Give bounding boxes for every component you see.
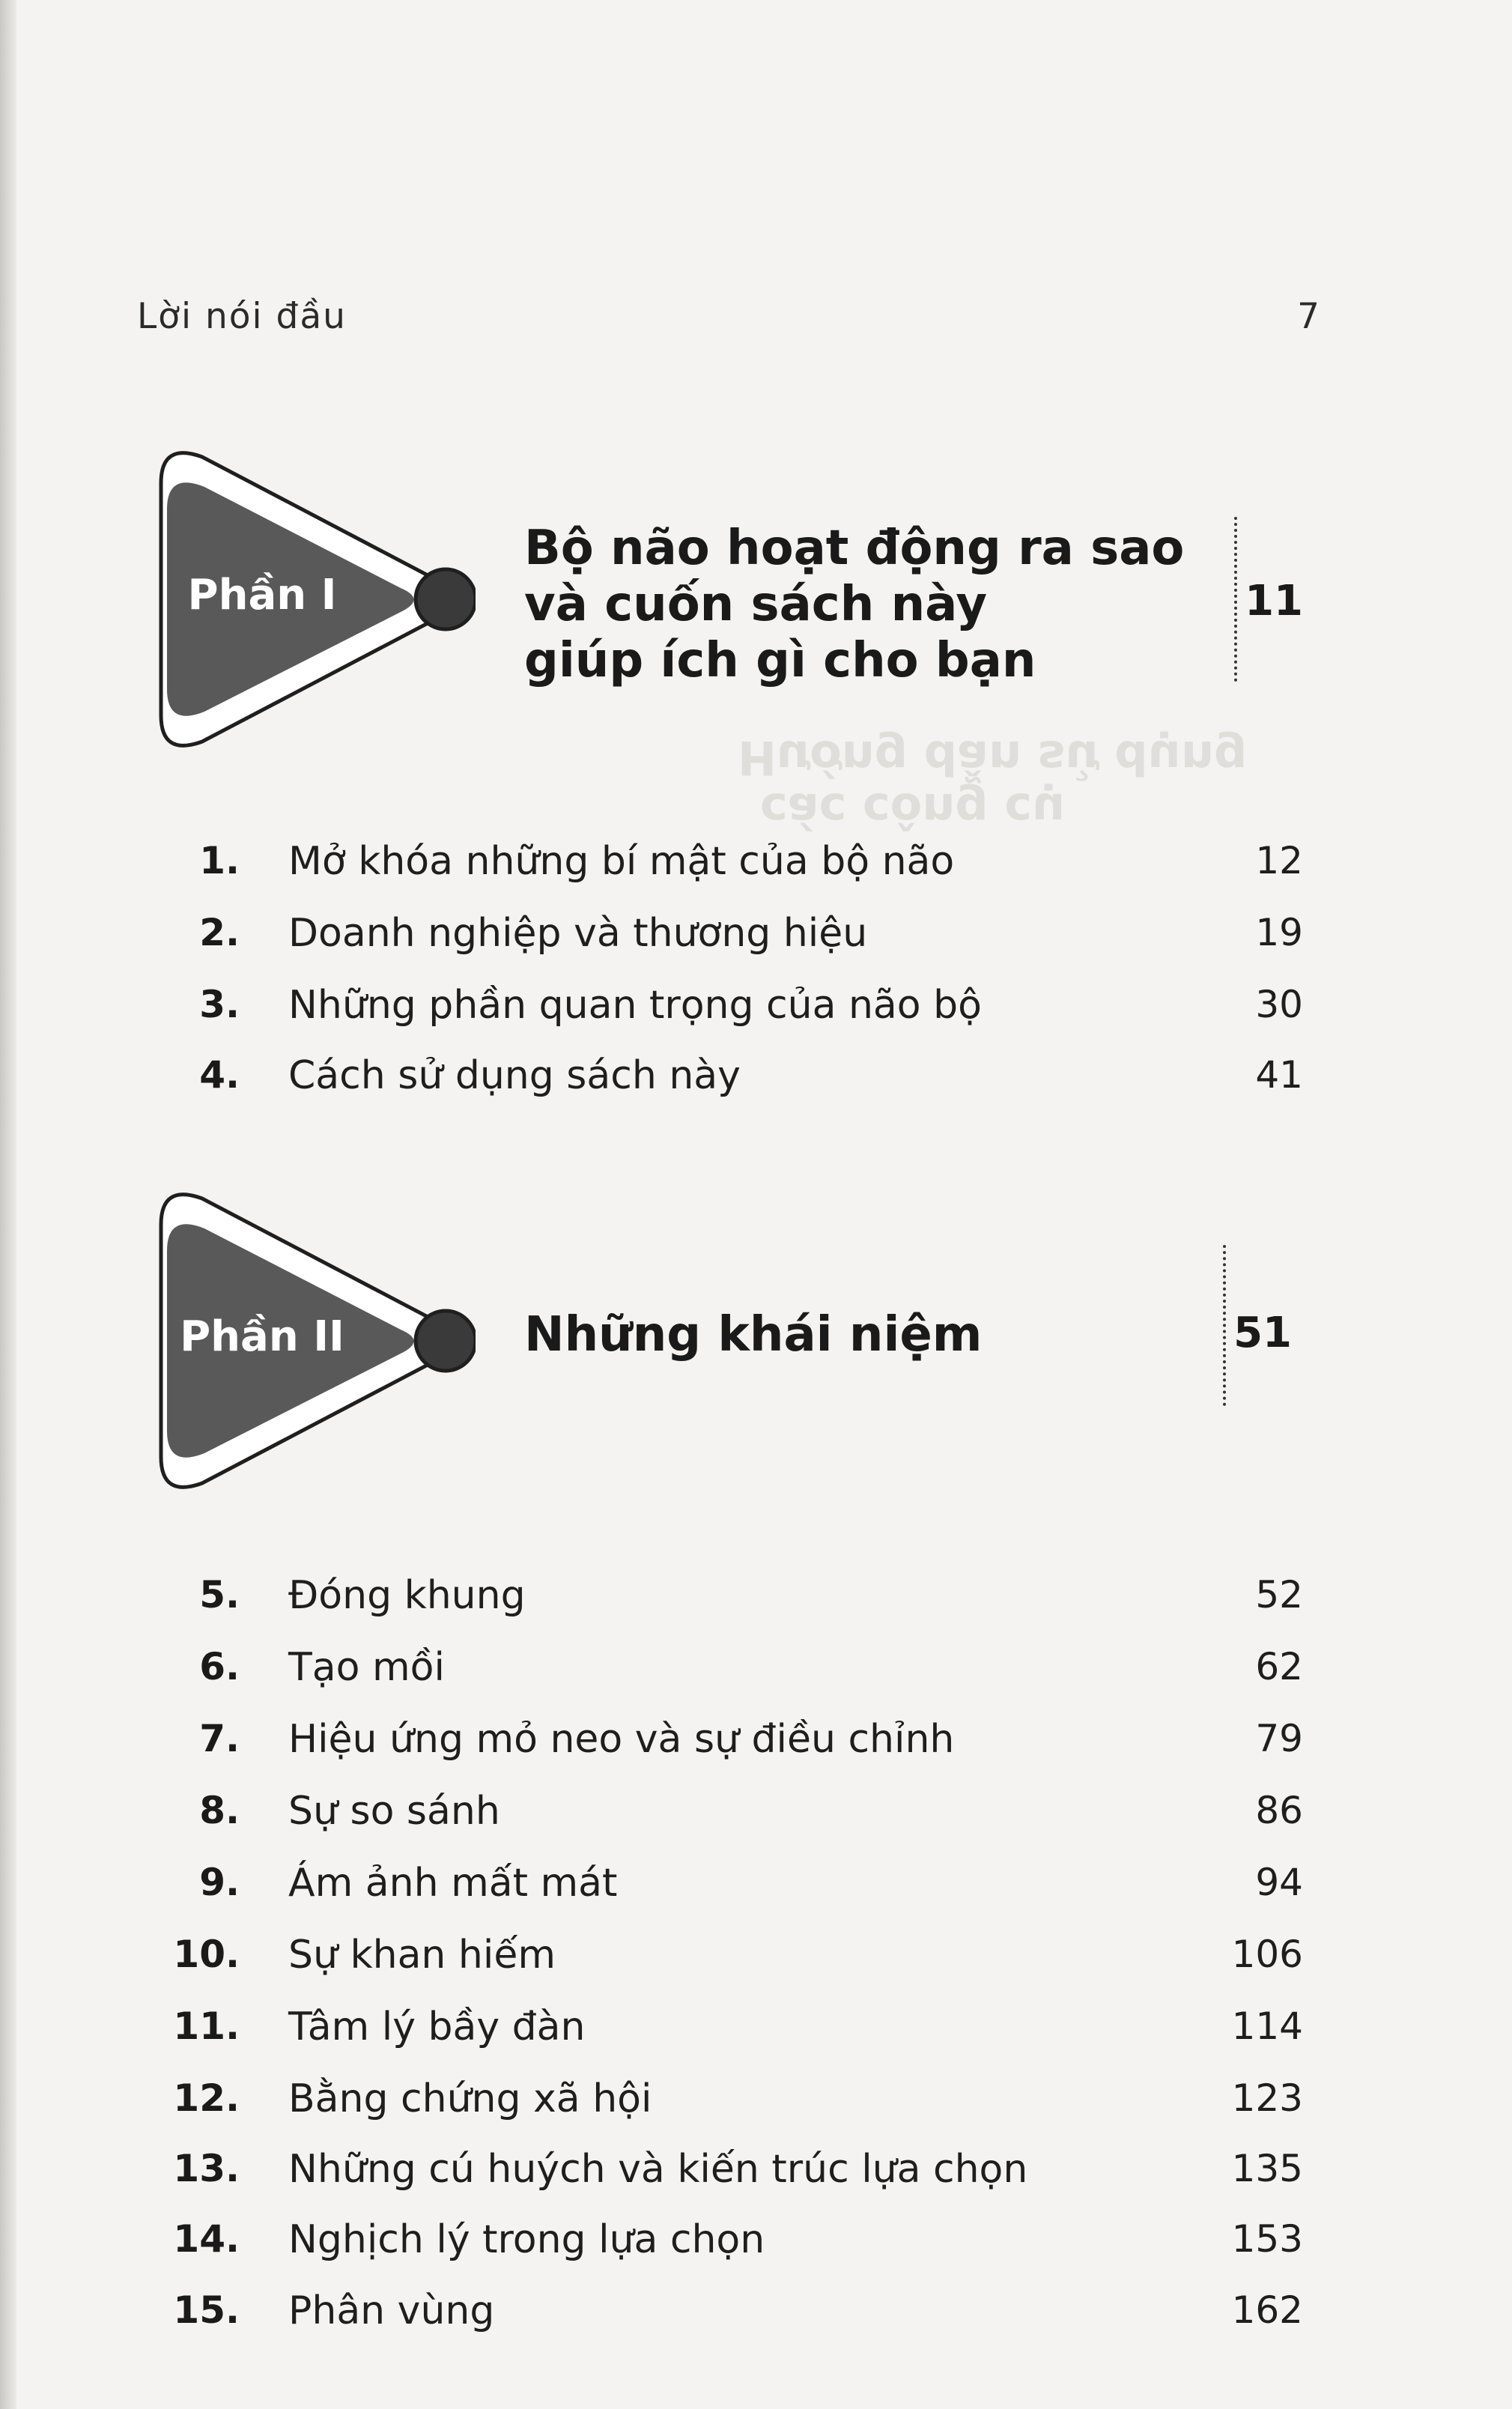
chapter-title: Hiệu ứng mỏ neo và sự điều chỉnh [288, 1717, 955, 1762]
toc-row-2 [0, 911, 1512, 963]
chapter-number: 10. [173, 1933, 240, 1976]
chapter-page: 153 [1231, 2217, 1303, 2261]
toc-row-6 [0, 1645, 1512, 1697]
part-1-title [524, 521, 1184, 689]
chapter-number: 7. [199, 1717, 240, 1760]
chapter-number: 5. [199, 1573, 240, 1616]
part-2-page: 51 [1233, 1309, 1292, 1357]
chapter-page: 12 [1255, 839, 1303, 882]
part-1-title-line-1: Bộ não hoạt động ra sao [524, 521, 1185, 576]
chapter-title: Những phần quan trọng của não bộ [288, 983, 982, 1028]
part-1-title-line-3: giúp ích gì cho bạn [524, 633, 1036, 688]
toc-row-14 [0, 2217, 1512, 2270]
chapter-page: 30 [1255, 983, 1303, 1026]
chapter-title: Bằng chứng xã hội [288, 2076, 652, 2121]
chapter-number: 1. [199, 839, 240, 882]
part-2-badge-graphic [146, 1180, 476, 1502]
chapter-title: Đóng khung [288, 1573, 526, 1618]
chapter-title: Cách sử dụng sách này [288, 1053, 741, 1098]
part-2-title-line-1: Những khái niệm [524, 1307, 983, 1363]
chapter-title: Sự so sánh [288, 1789, 500, 1834]
chapter-page: 162 [1231, 2288, 1303, 2332]
toc-row-13 [0, 2147, 1512, 2199]
part-2-title [524, 1307, 982, 1363]
chapter-title: Tâm lý bầy đàn [288, 2005, 586, 2049]
chapter-number: 6. [199, 1645, 240, 1688]
chapter-title: Tạo mồi [288, 1645, 445, 1690]
chapter-title: Ám ảnh mất mát [288, 1861, 618, 1906]
preface-entry-title: Lời nói đầu [137, 296, 347, 337]
toc-row-4 [0, 1053, 1512, 1106]
part-1-badge-graphic [146, 438, 476, 760]
chapter-number: 11. [173, 2005, 240, 2048]
chapter-page: 79 [1255, 1717, 1303, 1760]
toc-row-8 [0, 1789, 1512, 1841]
chapter-title: Nghịch lý trong lựa chọn [288, 2217, 765, 2262]
chapter-number: 15. [173, 2288, 240, 2332]
toc-row-1 [0, 839, 1512, 891]
chapter-number: 8. [199, 1789, 240, 1832]
chapter-title: Sự khan hiếm [288, 1933, 556, 1978]
part-1-badge-label: Phần I [187, 571, 337, 619]
chapter-number: 4. [199, 1053, 240, 1097]
chapter-page: 62 [1255, 1645, 1303, 1688]
toc-row-9 [0, 1861, 1512, 1913]
toc-row-12 [0, 2076, 1512, 2129]
preface-entry-page: 7 [1297, 296, 1320, 337]
toc-row-7 [0, 1717, 1512, 1769]
part-1-title-line-2: và cuốn sách này [524, 577, 988, 632]
toc-row-5 [0, 1573, 1512, 1625]
chapter-page: 123 [1231, 2076, 1303, 2120]
show-through-text-1: Hướng dẫn sử dụng [738, 730, 1248, 785]
chapter-title: Phân vùng [288, 2288, 495, 2333]
part-2-badge-label: Phần II [180, 1312, 344, 1361]
part-1-page: 11 [1245, 577, 1303, 625]
chapter-title: Mở khóa những bí mật của bộ não [288, 839, 955, 884]
chapter-number: 14. [173, 2217, 240, 2261]
chapter-number: 13. [173, 2147, 240, 2190]
chapter-page: 86 [1255, 1789, 1303, 1832]
chapter-page: 19 [1255, 911, 1303, 954]
toc-row-11 [0, 2005, 1512, 2057]
chapter-number: 2. [199, 911, 240, 954]
chapter-number: 12. [173, 2076, 240, 2120]
chapter-title: Những cú huých và kiến trúc lựa chọn [288, 2147, 1028, 2192]
toc-row-15 [0, 2288, 1512, 2341]
chapter-page: 41 [1255, 1053, 1303, 1097]
chapter-page: 135 [1231, 2147, 1303, 2190]
show-through-text-2: các công cụ [760, 783, 1066, 837]
chapter-page: 106 [1231, 1933, 1303, 1976]
toc-row-3 [0, 983, 1512, 1035]
chapter-number: 3. [199, 983, 240, 1026]
chapter-page: 52 [1255, 1573, 1303, 1616]
chapter-title: Doanh nghiệp và thương hiệu [288, 911, 868, 956]
chapter-number: 9. [199, 1861, 240, 1904]
chapter-page: 94 [1255, 1861, 1303, 1904]
toc-row-10 [0, 1933, 1512, 1985]
chapter-page: 114 [1231, 2005, 1303, 2048]
